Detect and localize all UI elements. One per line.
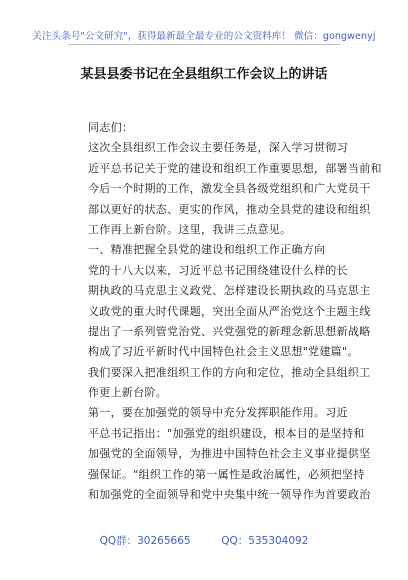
body-line: 和加强党的全面领导和党中央集中统一领导作为首要政治 (88, 488, 371, 502)
header-promo-note: 关注头条号"公文研究"，获得最新最全最专业的公文资料库！ 微信：gongwenyj (32, 31, 376, 42)
footer-contact (0, 533, 408, 548)
body-line: 期执政的马克思主义政党、怎样建设长期执政的马克思主 (88, 284, 371, 298)
body-line: 这次全县组织工作会议主要任务是，深入学习贯彻习 (88, 141, 348, 155)
footer-qq-number: QQ：535304092 (221, 535, 309, 547)
body-line: 工作再上新台阶。这里，我讲三点意见。 (88, 222, 292, 236)
footer-qq-group: QQ群：30265665 (99, 535, 191, 547)
body-line: 今后一个时期的工作，激发全县各级党组织和广大党员干 (88, 182, 371, 196)
body-line: 党的十八大以来，习近平总书记围绕建设什么样的长 (88, 263, 348, 277)
body-line: 提出了一系列管党治党、兴党强党的新理念新思想新战略 (88, 324, 371, 338)
body-line: 近平总书记关于党的建设和组织工作重要思想，部署当前和 (88, 161, 382, 175)
body-line: 强保证。"组织工作的第一属性是政治属性，必须把坚持 (88, 467, 365, 481)
section-heading: 一、精准把握全县党的建设和组织工作正确方向 (88, 243, 326, 257)
body-line: 义政党的重大时代课题，突出全面从严治党这个主题主线 (88, 304, 371, 318)
body-line: 同志们： (88, 121, 134, 134)
body-line: 部以更好的状态、更实的作风，推动全县党的建设和组织 (88, 202, 371, 216)
body-line: 构成了习近平新时代中国特色社会主义思想"党建篇"。 (88, 345, 359, 359)
header-divider (68, 44, 340, 45)
body-line: 作更上新台阶。 (88, 386, 168, 400)
body-line: 加强党的全面领导，为推进中国特色社会主义事业提供坚 (88, 447, 371, 461)
body-line: 平总书记指出："加强党的组织建设，根本目的是坚持和 (88, 426, 365, 440)
body-line: 第一，要在加强党的领导中充分发挥职能作用。习近 (88, 406, 348, 420)
body-line: 我们要深入把准组织工作的方向和定位，推动全县组织工 (88, 365, 371, 379)
document-title: 某县县委书记在全县组织工作会议上的讲话 (80, 67, 328, 82)
document-body (88, 118, 382, 505)
